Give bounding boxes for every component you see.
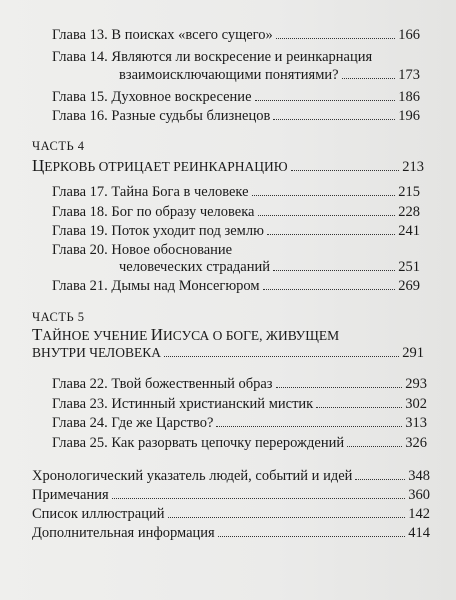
toc-leader-dots [258, 215, 396, 216]
toc-entry-label: Список иллюстраций [32, 506, 165, 522]
toc-entry-ch20-line2 [119, 258, 420, 276]
toc-entry-ch22 [52, 375, 427, 393]
toc-entry-page: 414 [408, 525, 430, 541]
toc-entry-label: Глава 18. Бог по образу человека [52, 204, 255, 220]
toc-leader-dots [273, 270, 395, 271]
toc-leader-dots [276, 38, 395, 39]
toc-leader-dots [276, 387, 403, 388]
toc-leader-dots [255, 100, 396, 101]
toc-entry-additional-info [32, 524, 430, 542]
toc-entry-label: Глава 17. Тайна Бога в человеке [52, 184, 249, 200]
toc-entry-ch23 [52, 395, 427, 413]
toc-entry-label: Дополнительная информация [32, 525, 215, 541]
toc-entry-label: Глава 16. Разные судьбы близнецов [52, 108, 271, 124]
toc-entry-page: 173 [398, 67, 420, 83]
toc-entry-page: 348 [408, 468, 430, 484]
toc-leader-dots [347, 446, 402, 447]
toc-entry-label: Глава 13. В поисках «всего сущего» [52, 27, 273, 43]
toc-leader-dots [168, 517, 406, 518]
part4-title-text: ЦЕРКОВЬ ОТРИЦАЕТ РЕИНКАРНАЦИЮ [32, 156, 288, 175]
toc-entry-page: 302 [405, 396, 427, 412]
toc-entry-ch15 [52, 88, 420, 106]
toc-entry-label: Глава 14. Являются ли воскресение и реинкарнация [52, 49, 373, 65]
toc-entry-page: 166 [398, 27, 420, 43]
toc-entry-page: 142 [408, 506, 430, 522]
toc-entry-ch19 [52, 222, 420, 240]
part5-label: ЧАСТЬ 5 [32, 310, 85, 324]
toc-entry-ch17 [52, 183, 420, 201]
toc-entry-label: Глава 21. Дымы над Монсегюром [52, 278, 260, 294]
toc-entry-label: Глава 15. Духовное воскресение [52, 89, 252, 105]
part4-page: 213 [402, 159, 424, 175]
toc-entry-ch16 [52, 107, 420, 125]
toc-entry-ch21 [52, 277, 420, 295]
toc-entry-ch24 [52, 414, 427, 432]
toc-entry-page: 293 [405, 376, 427, 392]
toc-entry-label: Глава 22. Твой божественный образ [52, 376, 273, 392]
toc-entry-label: Глава 24. Где же Царство? [52, 415, 214, 431]
toc-leader-dots [355, 479, 405, 480]
toc-entry-page: 215 [398, 184, 420, 200]
toc-entry-label: человеческих страданий [119, 259, 270, 275]
toc-entry-page: 228 [398, 204, 420, 220]
toc-entry-ch13 [52, 26, 420, 44]
toc-leader-dots [273, 119, 395, 120]
toc-entry-ch14-line1 [52, 48, 372, 66]
toc-entry-notes [32, 486, 430, 504]
part5-page: 291 [402, 345, 424, 361]
toc-entry-page: 251 [398, 259, 420, 275]
toc-leader-dots [316, 407, 402, 408]
part5-title-text: ВНУТРИ ЧЕЛОВЕКА [32, 345, 161, 360]
toc-entry-label: взаимоисключающими понятиями? [119, 67, 339, 83]
toc-entry-page: 326 [405, 435, 427, 451]
toc-entry-illustrations [32, 505, 430, 523]
toc-entry-label: Глава 19. Поток уходит под землю [52, 223, 264, 239]
toc-entry-page: 269 [398, 278, 420, 294]
toc-entry-ch18 [52, 203, 420, 221]
part4-title [32, 156, 424, 177]
toc-leader-dots [267, 234, 395, 235]
toc-leader-dots [291, 170, 400, 171]
toc-leader-dots [342, 78, 396, 79]
toc-entry-page: 313 [405, 415, 427, 431]
toc-entry-label: Хронологический указатель людей, событий и идей [32, 468, 353, 484]
part5-title-line2 [32, 343, 424, 363]
toc-entry-label: Глава 23. Истинный христианский мистик [52, 396, 314, 412]
toc-leader-dots [218, 536, 406, 537]
toc-entry-page: 241 [398, 223, 420, 239]
toc-entry-ch20-line1 [52, 241, 232, 259]
toc-leader-dots [112, 498, 406, 499]
toc-leader-dots [252, 195, 396, 196]
toc-entry-label: Примечания [32, 487, 109, 503]
part4-label: ЧАСТЬ 4 [32, 139, 85, 153]
toc-leader-dots [263, 289, 396, 290]
toc-entry-label: Глава 20. Новое обоснование [52, 242, 233, 258]
toc-leader-dots [216, 426, 402, 427]
toc-entry-page: 196 [398, 108, 420, 124]
toc-entry-label: Глава 25. Как разорвать цепочку перерождений [52, 435, 345, 451]
toc-entry-chronology [32, 467, 430, 485]
part5-title-text: ТАЙНОЕ УЧЕНИЕ ИИСУСА О БОГЕ, ЖИВУЩЕМ [32, 325, 340, 344]
toc-entry-ch25 [52, 434, 427, 452]
toc-leader-dots [164, 356, 399, 357]
toc-entry-page: 186 [398, 89, 420, 105]
toc-entry-ch14-line2 [119, 66, 420, 84]
toc-entry-page: 360 [408, 487, 430, 503]
